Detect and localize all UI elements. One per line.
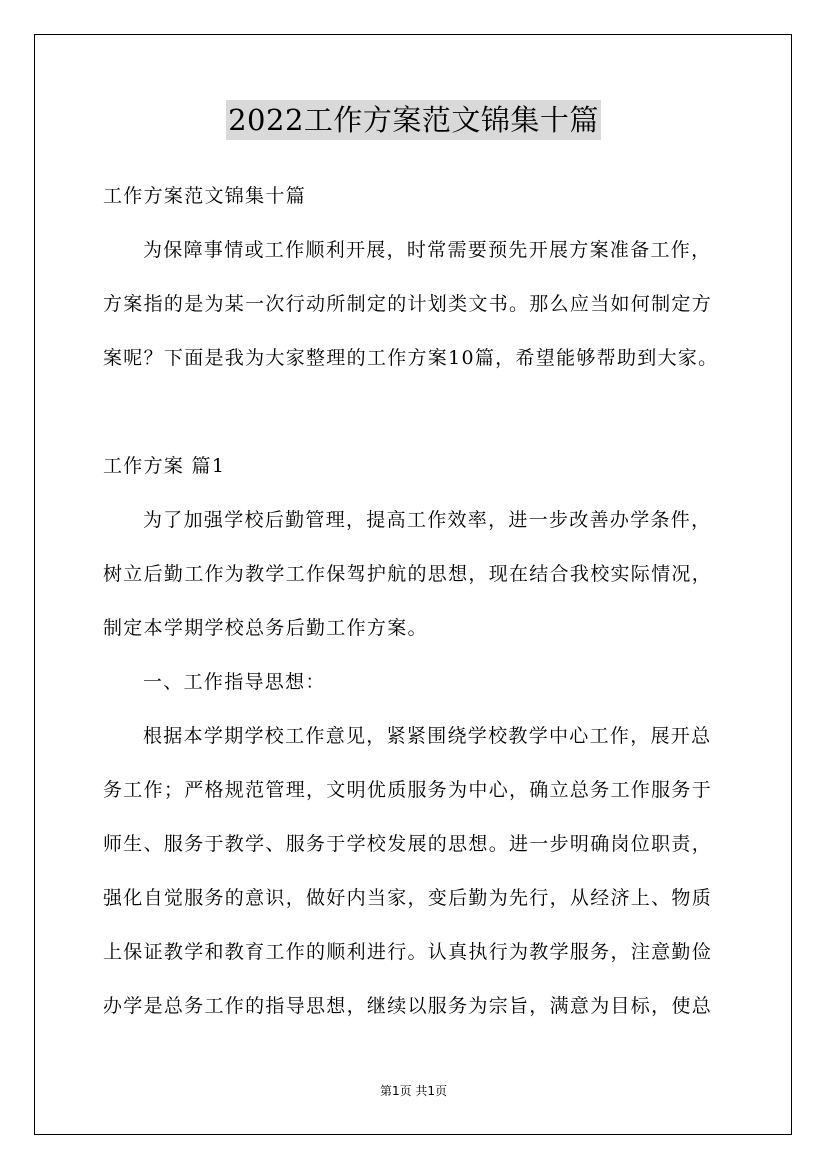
point-body-line: 师生、服务于教学、服务于学校发展的思想。进一步明确岗位职责，: [103, 833, 713, 855]
point-body-line: 强化自觉服务的意识，做好内当家，变后勤为先行，从经济上、物质: [103, 887, 713, 909]
point-body-line: 务工作；严格规范管理，文明优质服务为中心，确立总务工作服务于: [103, 779, 713, 801]
document-title: 2022工作方案范文锦集十篇: [226, 100, 601, 140]
point-body-line: 根据本学期学校工作意见，紧紧围绕学校教学中心工作，展开总: [143, 725, 712, 747]
section-intro-line: 树立后勤工作为教学工作保驾护航的思想，现在结合我校实际情况，: [103, 563, 713, 585]
section-intro-line: 为了加强学校后勤管理，提高工作效率，进一步改善办学条件，: [143, 509, 712, 531]
title-wrapper: [0, 100, 827, 140]
intro-line: 方案指的是为某一次行动所制定的计划类文书。那么应当如何制定方: [103, 293, 713, 315]
point-body-line: 上保证教学和教育工作的顺利进行。认真执行为教学服务，注意勤俭: [103, 941, 713, 963]
section-intro-line: 制定本学期学校总务后勤工作方案。: [103, 617, 428, 639]
point-body-line: 办学是总务工作的指导思想，继续以服务为宗旨，满意为目标，使总: [103, 995, 713, 1017]
intro-line: 为保障事情或工作顺利开展，时常需要预先开展方案准备工作，: [143, 239, 712, 261]
document-subtitle: 工作方案范文锦集十篇: [103, 185, 307, 207]
section-heading: 工作方案 篇1: [103, 455, 226, 477]
point-heading: 一、工作指导思想：: [143, 671, 326, 693]
intro-line: 案呢？下面是我为大家整理的工作方案10篇，希望能够帮助到大家。: [103, 347, 719, 369]
page-footer: 第1页 共1页: [379, 1084, 448, 1098]
